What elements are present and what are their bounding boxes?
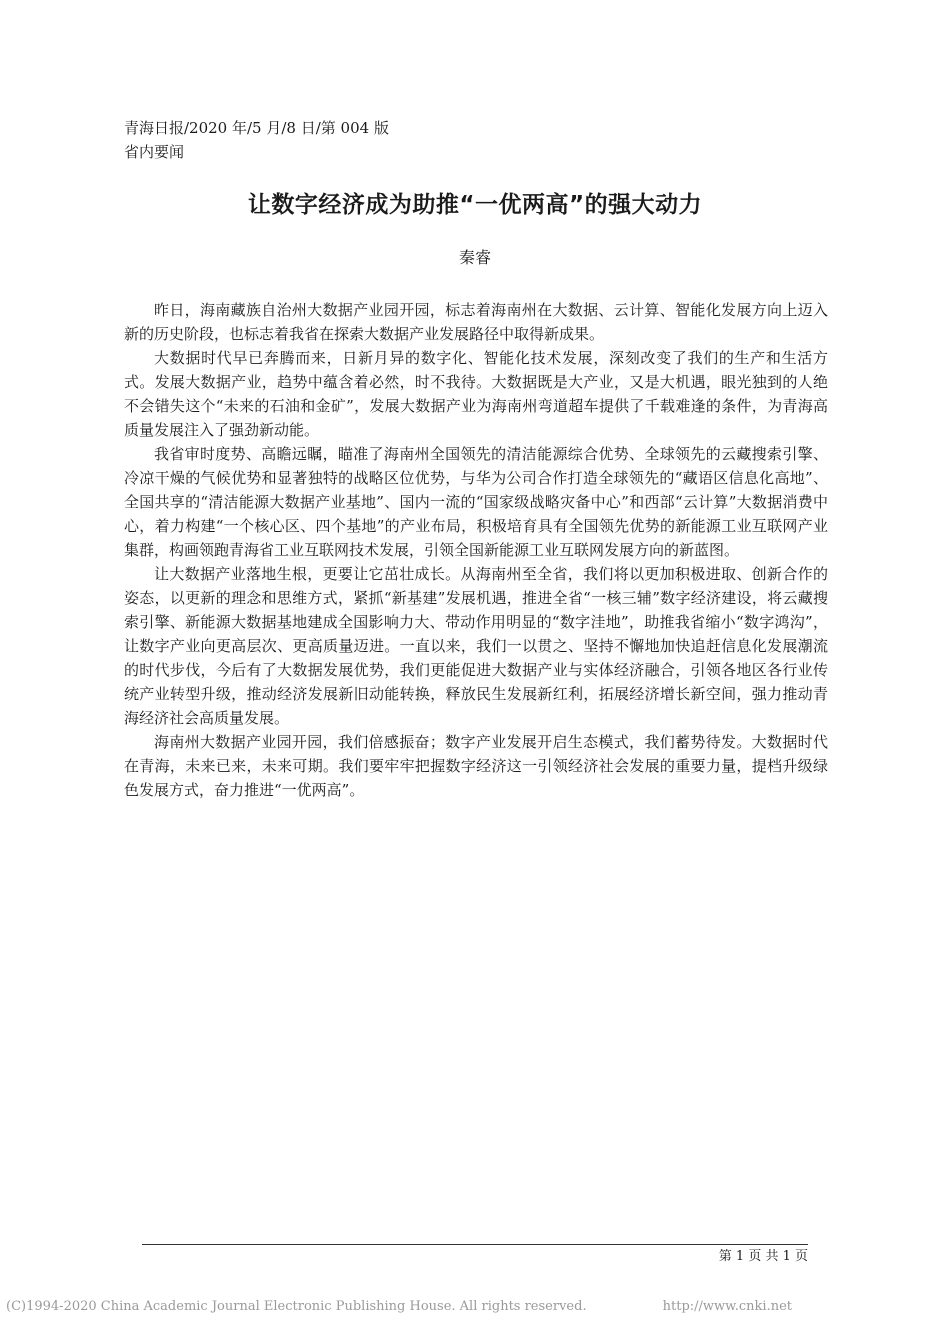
paragraph: 海南州大数据产业园开园，我们倍感振奋；数字产业发展开启生态模式，我们蓄势待发。大数据时代在青海，未来已来，未来可期。我们要牢牢把握数字经济这一引领经济社会发展的重要力量，提档升级绿色发展方式，奋力推进“一优两高”。: [124, 733, 828, 799]
paragraph: 大数据时代早已奔腾而来，日新月异的数字化、智能化技术发展，深刻改变了我们的生产和生活方式。发展大数据产业，趋势中蕴含着必然，时不我待。大数据既是大产业，又是大机遇，眼光独到的人绝不会错失这个“未来的石油和金矿”，发展大数据产业为海南州弯道超车提供了千载难逢的条件，为青海高质量发展注入了强劲新动能。: [124, 349, 828, 439]
copyright-text: (C)1994-2020 China Academic Journal Electronic Publishing House. All rights reserved.: [6, 1299, 587, 1314]
source-line: 青海日报/2020 年/5 月/8 日/第 004 版: [124, 119, 389, 137]
article-title: 让数字经济成为助推“一优两高”的强大动力: [247, 192, 703, 218]
article-author: 秦睿: [458, 248, 491, 267]
page-number: 第 1 页 共 1 页: [718, 1249, 808, 1264]
paragraph: 昨日，海南藏族自治州大数据产业园开园，标志着海南州在大数据、云计算、智能化发展方向上迈入新的历史阶段，也标志着我省在探索大数据产业发展路径中取得新成果。: [124, 301, 828, 343]
section-name: 省内要闻: [124, 143, 185, 161]
paragraph: 让大数据产业落地生根，更要让它茁壮成长。从海南州至全省，我们将以更加积极进取、创新合作的姿态，以更新的理念和思维方式，紧抓“新基建”发展机遇，推进全省“一核三辅”数字经济建设，将云藏搜索引擎、新能源大数据基地建成全国影响力大、带动作用明显的“数字洼地”，助推我省缩小“数字鸿沟”，让数字产业向更高层次、更高质量迈进。一直以来，我们一以贯之、坚持不懈地加快追赶信息化发展潮流的时代步伐，今后有了大数据发展优势，我们更能促进大数据产业与实体经济融合，引领各地区各行业传统产业转型升级，推动经济发展新旧动能转换，释放民生发展新红利，拓展经济增长新空间，强力推动青海经济社会高质量发展。: [124, 565, 828, 727]
footer-divider: [142, 1244, 808, 1245]
source-info: [124, 116, 389, 164]
paragraph: 我省审时度势、高瞻远瞩，瞄准了海南州全国领先的清洁能源综合优势、全球领先的云藏搜索引擎、冷凉干燥的气候优势和显著独特的战略区位优势，与华为公司合作打造全球领先的“藏语区信息化高地”、全国共享的“清洁能源大数据产业基地”、国内一流的“国家级战略灾备中心”和西部“云计算”大数据消费中心，着力构建“一个核心区、四个基地”的产业布局，积极培育具有全国领先优势的新能源工业互联网产业集群，构画领跑青海省工业互联网技术发展，引领全国新能源工业互联网发展方向的新蓝图。: [124, 445, 828, 559]
cnki-link[interactable]: http://www.cnki.net: [662, 1299, 792, 1314]
article-body: [124, 298, 828, 802]
